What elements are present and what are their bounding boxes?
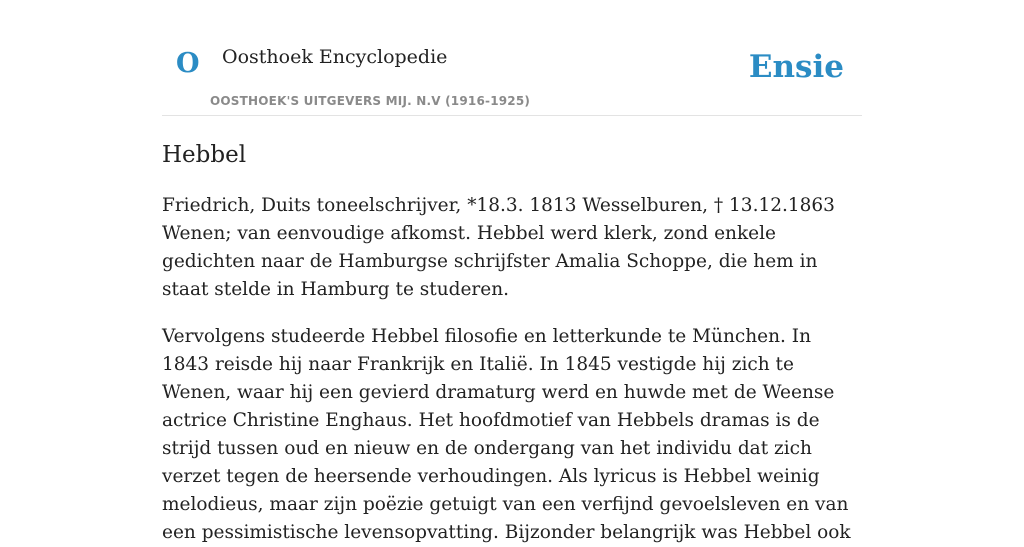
article-title: Hebbel — [162, 142, 247, 168]
publisher-subtitle: OOSTHOEK'S UITGEVERS MIJ. N.V (1916-1925) — [210, 94, 531, 108]
ensie-brand-link[interactable]: Ensie — [748, 49, 844, 85]
site-title-link[interactable]: Oosthoek Encyclopedie — [222, 46, 448, 68]
article-paragraph: Vervolgens studeerde Hebbel filosofie en letterkunde te München. In 1843 reisde hij naar Frankrijk en Italië. In 1845 vestigde hij zich te Wenen, waar hij een gevierd dramaturg werd en huwde met de Weense actrice Christine Enghaus. Het hoofdmotief van Hebbels dramas is de strijd tussen oud en nieuw en de ondergang van het individu dat zich verzet tegen de heersende verhoudingen. Als lyricus is Hebbel weinig melodieus, maar zijn poëzie getuigt van een verfijnd gevoelsleven en van een pessimistische levensopvatting. Bijzonder belangrijk was Hebbel ook — [162, 326, 851, 543]
article — [162, 138, 862, 547]
site-logo-link[interactable]: O — [176, 48, 200, 79]
article-paragraph: Friedrich, Duits toneelschrijver, *18.3. 1813 Wesselburen, † 13.12.1863 Wenen; van eenvoudige afkomst. Hebbel werd klerk, zond enkele gedichten naar de Hamburgse schrijfster Amalia Schoppe, die hem in staat stelde in Hamburg te studeren. — [162, 195, 835, 300]
site-header — [162, 0, 862, 116]
